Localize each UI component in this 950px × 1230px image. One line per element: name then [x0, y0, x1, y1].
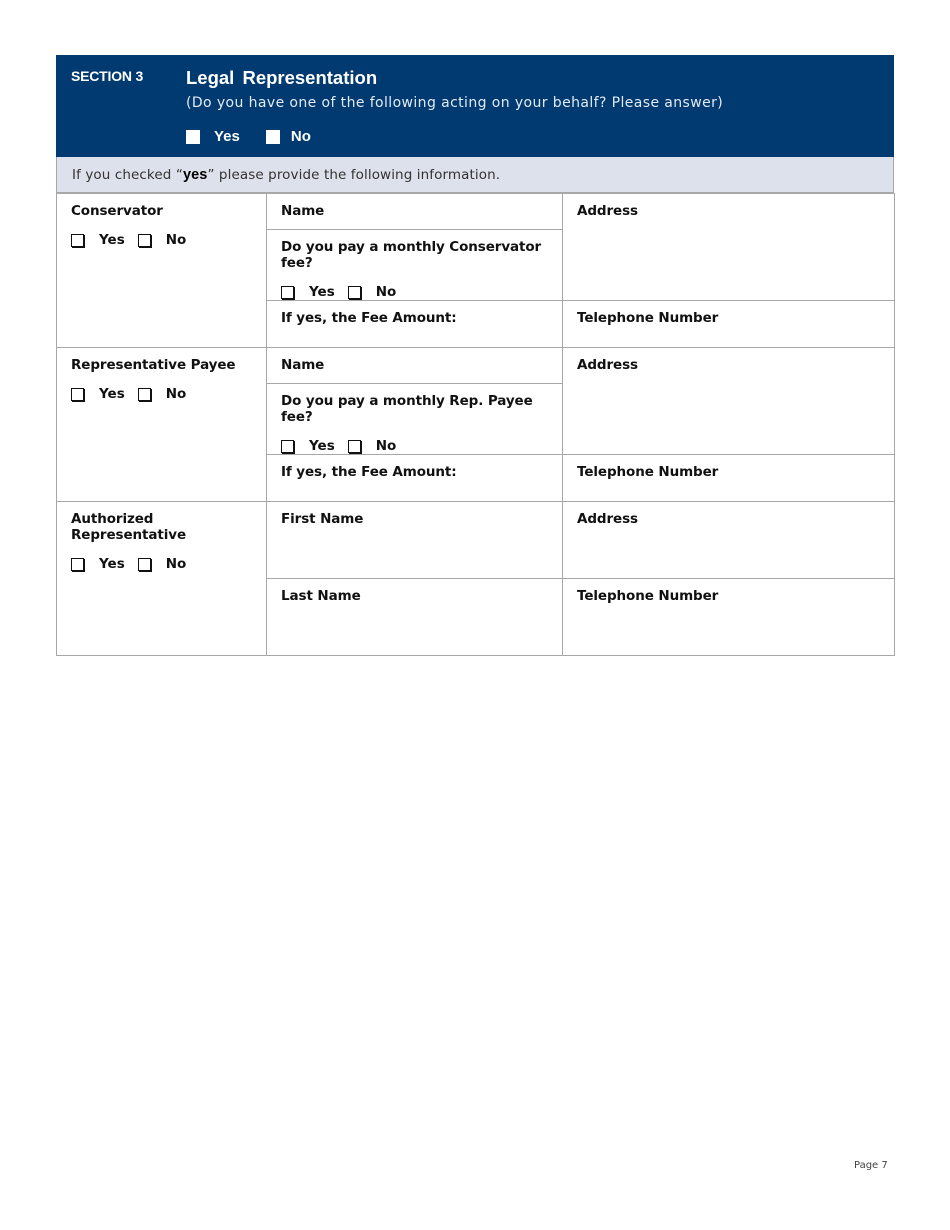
authorized-rep-address-label: Address: [577, 511, 638, 527]
conservator-fee-question-cell: [267, 230, 563, 301]
authorized-rep-first-name-label: First Name: [281, 511, 364, 527]
conservator-fee-no-checkbox[interactable]: [348, 286, 361, 299]
authorized-rep-telephone-field[interactable]: [563, 579, 895, 656]
authorized-rep-yes-label: Yes: [99, 556, 125, 572]
conservator-fee-no-label: No: [375, 284, 397, 300]
authorized-rep-yes-no: [71, 556, 252, 572]
legal-rep-yes-label: Yes: [214, 128, 240, 145]
rep-payee-fee-no-checkbox[interactable]: [348, 440, 361, 453]
authorized-rep-row-1: [57, 502, 895, 579]
authorized-rep-telephone-label: Telephone Number: [577, 588, 719, 604]
authorized-rep-no-label: No: [165, 556, 187, 572]
legal-representation-form: [56, 55, 894, 656]
section-question: (Do you have one of the following acting on your behalf? Please answer): [186, 95, 724, 111]
conservator-name-label: Name: [281, 203, 325, 219]
legal-rep-no-checkbox[interactable]: [266, 130, 280, 144]
rep-payee-name-field[interactable]: [267, 348, 563, 384]
rep-payee-fee-question-cell: [267, 384, 563, 455]
conservator-address-field[interactable]: [563, 194, 895, 301]
authorized-rep-yes-checkbox[interactable]: [71, 558, 84, 571]
conservator-cell: [57, 194, 267, 348]
conservator-fee-yes-label: Yes: [309, 284, 335, 300]
rep-payee-no-label: No: [165, 386, 187, 402]
conservator-yes-checkbox[interactable]: [71, 234, 84, 247]
instruction-text-before: If you checked “: [72, 167, 183, 183]
conservator-fee-yes-checkbox[interactable]: [281, 286, 294, 299]
conservator-fee-yes-no: [281, 284, 548, 300]
rep-payee-name-label: Name: [281, 357, 325, 373]
conservator-fee-amount-field[interactable]: [267, 301, 563, 348]
instruction-keyword: yes: [182, 167, 208, 183]
legal-rep-no-option[interactable]: [266, 128, 311, 145]
authorized-rep-first-name-field[interactable]: [267, 502, 563, 579]
rep-payee-fee-amount-field[interactable]: [267, 455, 563, 502]
conservator-telephone-field[interactable]: [563, 301, 895, 348]
rep-payee-fee-no-label: No: [375, 438, 397, 454]
conservator-no-label: No: [165, 232, 187, 248]
rep-payee-address-label: Address: [577, 357, 638, 373]
conservator-telephone-label: Telephone Number: [577, 310, 719, 326]
authorized-rep-last-name-label: Last Name: [281, 588, 361, 604]
section-header: [56, 55, 894, 157]
rep-payee-telephone-field[interactable]: [563, 455, 895, 502]
conservator-name-field[interactable]: [267, 194, 563, 230]
conservator-fee-question: Do you pay a monthly Conservator fee?: [281, 239, 542, 271]
authorized-rep-cell: [57, 502, 267, 656]
authorized-rep-last-name-field[interactable]: [267, 579, 563, 656]
legal-rep-yes-option[interactable]: [186, 128, 240, 145]
conservator-label: Conservator: [71, 203, 163, 219]
rep-payee-yes-label: Yes: [99, 386, 125, 402]
conservator-yes-no: [71, 232, 252, 248]
section-title: Legal Representation: [186, 67, 378, 88]
conservator-address-label: Address: [577, 203, 638, 219]
rep-payee-row-1: [57, 348, 895, 384]
legal-rep-yes-checkbox[interactable]: [186, 130, 200, 144]
rep-payee-fee-question: Do you pay a monthly Rep. Payee fee?: [281, 393, 533, 425]
rep-payee-no-checkbox[interactable]: [138, 388, 151, 401]
rep-payee-fee-amount-label: If yes, the Fee Amount:: [281, 464, 457, 480]
rep-payee-telephone-label: Telephone Number: [577, 464, 719, 480]
conservator-yes-label: Yes: [99, 232, 125, 248]
instruction-text: [56, 157, 894, 193]
page-number: Page 7: [854, 1160, 888, 1171]
conservator-no-checkbox[interactable]: [138, 234, 151, 247]
rep-payee-cell: [57, 348, 267, 502]
rep-payee-fee-yes-no: [281, 438, 548, 454]
rep-payee-address-field[interactable]: [563, 348, 895, 455]
authorized-rep-no-checkbox[interactable]: [138, 558, 151, 571]
legal-rep-no-label: No: [290, 128, 311, 145]
legal-rep-answer-options: [186, 128, 337, 145]
section-number: SECTION 3: [71, 68, 144, 84]
rep-payee-yes-checkbox[interactable]: [71, 388, 84, 401]
rep-payee-label: Representative Payee: [71, 357, 236, 373]
authorized-rep-address-field[interactable]: [563, 502, 895, 579]
rep-payee-yes-no: [71, 386, 252, 402]
instruction-text-after: ” please provide the following information.: [207, 167, 501, 183]
rep-payee-fee-yes-label: Yes: [309, 438, 335, 454]
rep-payee-fee-yes-checkbox[interactable]: [281, 440, 294, 453]
authorized-rep-label: Authorized Representative: [71, 511, 187, 543]
representation-table: [56, 193, 895, 656]
conservator-fee-amount-label: If yes, the Fee Amount:: [281, 310, 457, 326]
conservator-row-1: [57, 194, 895, 230]
